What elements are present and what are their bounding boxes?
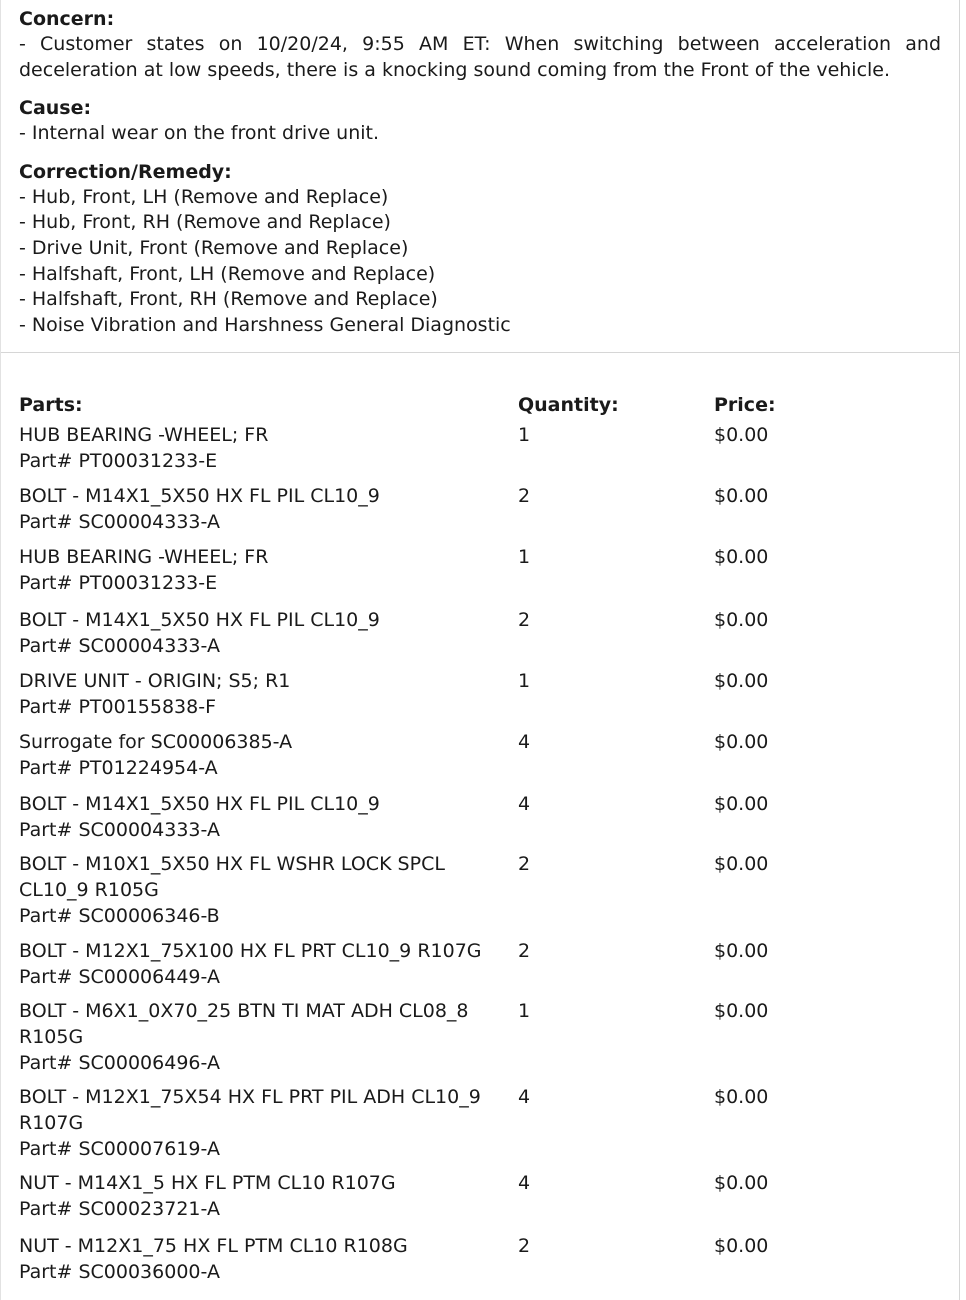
table-row xyxy=(19,544,941,596)
part-name-line: R105G xyxy=(19,1026,84,1049)
part-price: $0.00 xyxy=(714,940,769,963)
table-row xyxy=(19,938,941,990)
part-price: $0.00 xyxy=(714,793,769,816)
part-description xyxy=(19,1233,518,1285)
part-quantity: 1 xyxy=(518,546,531,569)
part-price: $0.00 xyxy=(714,546,769,569)
table-row xyxy=(19,729,941,781)
part-description xyxy=(19,729,518,781)
part-name-line: HUB BEARING -WHEEL; FR xyxy=(19,424,269,447)
correction-item: - Hub, Front, LH (Remove and Replace) xyxy=(19,185,389,208)
part-price: $0.00 xyxy=(714,1235,769,1258)
correction-block xyxy=(19,159,941,339)
parts-column-header: Parts: xyxy=(19,394,83,417)
table-row xyxy=(19,998,941,1076)
part-name-line: BOLT - M12X1_75X100 HX FL PRT CL10_9 R107G xyxy=(19,940,482,963)
part-quantity: 1 xyxy=(518,1000,531,1023)
table-row xyxy=(19,1084,941,1162)
table-row xyxy=(19,1170,941,1222)
part-number: Part# SC00006449-A xyxy=(19,966,220,989)
part-quantity: 2 xyxy=(518,485,531,508)
part-quantity: 2 xyxy=(518,940,531,963)
part-description xyxy=(19,791,518,843)
correction-item: - Halfshaft, Front, LH (Remove and Replace) xyxy=(19,262,436,285)
part-price: $0.00 xyxy=(714,731,769,754)
part-quantity: 2 xyxy=(518,853,531,876)
part-name-line: BOLT - M14X1_5X50 HX FL PIL CL10_9 xyxy=(19,793,380,816)
part-number: Part# SC00023721-A xyxy=(19,1198,220,1221)
part-description xyxy=(19,851,518,929)
part-price: $0.00 xyxy=(714,609,769,632)
concern-text: - Customer states on 10/20/24, 9:55 AM ET: When switching between acceleration and deceleration at low speeds, there is a knocking sound coming from the Front of the vehicle. xyxy=(19,33,941,81)
part-price: $0.00 xyxy=(714,670,769,693)
part-name-line: BOLT - M14X1_5X50 HX FL PIL CL10_9 xyxy=(19,609,380,632)
table-row xyxy=(19,791,941,843)
part-quantity: 4 xyxy=(518,793,531,816)
part-description xyxy=(19,668,518,720)
part-quantity: 4 xyxy=(518,1172,531,1195)
part-number: Part# SC00006346-B xyxy=(19,905,220,928)
part-quantity: 2 xyxy=(518,609,531,632)
part-number: Part# PT00031233-E xyxy=(19,572,218,595)
part-quantity: 4 xyxy=(518,731,531,754)
concern-heading: Concern: xyxy=(19,8,115,30)
part-price: $0.00 xyxy=(714,1000,769,1023)
cause-block xyxy=(19,95,941,147)
part-quantity: 1 xyxy=(518,670,531,693)
table-row xyxy=(19,668,941,720)
part-name-line: BOLT - M10X1_5X50 HX FL WSHR LOCK SPCL xyxy=(19,853,445,876)
correction-item: - Halfshaft, Front, RH (Remove and Replace) xyxy=(19,288,438,311)
part-description xyxy=(19,544,518,596)
parts-table-body xyxy=(19,422,941,1285)
part-price: $0.00 xyxy=(714,424,769,447)
part-description xyxy=(19,607,518,659)
summary-section xyxy=(1,0,959,338)
concern-block xyxy=(19,6,941,83)
part-number: Part# SC00006496-A xyxy=(19,1052,220,1075)
part-name-line: CL10_9 R105G xyxy=(19,879,159,902)
part-name-line: DRIVE UNIT - ORIGIN; S5; R1 xyxy=(19,670,291,693)
part-description xyxy=(19,938,518,990)
table-row xyxy=(19,1233,941,1285)
part-name-line: NUT - M14X1_5 HX FL PTM CL10 R107G xyxy=(19,1172,396,1195)
cause-text: - Internal wear on the front drive unit. xyxy=(19,122,380,145)
table-row xyxy=(19,851,941,929)
correction-item: - Noise Vibration and Harshness General Diagnostic xyxy=(19,313,511,336)
part-name-line: BOLT - M6X1_0X70_25 BTN TI MAT ADH CL08_8 xyxy=(19,1000,469,1023)
part-name-line: HUB BEARING -WHEEL; FR xyxy=(19,546,269,569)
part-price: $0.00 xyxy=(714,1172,769,1195)
part-number: Part# PT00031233-E xyxy=(19,450,218,473)
price-column-header: Price: xyxy=(714,394,776,417)
part-number: Part# SC00004333-A xyxy=(19,511,220,534)
part-price: $0.00 xyxy=(714,485,769,508)
part-name-line: BOLT - M12X1_75X54 HX FL PRT PIL ADH CL10_9 xyxy=(19,1086,481,1109)
correction-heading: Correction/Remedy: xyxy=(19,160,232,183)
section-divider xyxy=(1,352,959,353)
part-name-line: Surrogate for SC00006385-A xyxy=(19,731,293,754)
part-quantity: 1 xyxy=(518,424,531,447)
cause-heading: Cause: xyxy=(19,97,92,120)
part-quantity: 4 xyxy=(518,1086,531,1109)
part-description xyxy=(19,1084,518,1162)
part-number: Part# SC00007619-A xyxy=(19,1138,220,1161)
part-number: Part# PT00155838-F xyxy=(19,696,217,719)
part-description xyxy=(19,483,518,535)
correction-item: - Drive Unit, Front (Remove and Replace) xyxy=(19,236,409,259)
table-row xyxy=(19,607,941,659)
part-name-line: BOLT - M14X1_5X50 HX FL PIL CL10_9 xyxy=(19,485,380,508)
parts-section xyxy=(1,382,959,1285)
part-price: $0.00 xyxy=(714,853,769,876)
part-name-line: R107G xyxy=(19,1112,84,1135)
parts-table-header xyxy=(19,382,941,416)
table-row xyxy=(19,422,941,474)
part-number: Part# SC00004333-A xyxy=(19,635,220,658)
correction-item: - Hub, Front, RH (Remove and Replace) xyxy=(19,211,391,234)
part-number: Part# PT01224954-A xyxy=(19,757,218,780)
part-price: $0.00 xyxy=(714,1086,769,1109)
quantity-column-header: Quantity: xyxy=(518,394,619,417)
table-row xyxy=(19,483,941,535)
correction-list xyxy=(19,185,941,339)
part-description xyxy=(19,422,518,474)
part-description xyxy=(19,998,518,1076)
part-name-line: NUT - M12X1_75 HX FL PTM CL10 R108G xyxy=(19,1235,408,1258)
part-quantity: 2 xyxy=(518,1235,531,1258)
part-description xyxy=(19,1170,518,1222)
part-number: Part# SC00036000-A xyxy=(19,1261,220,1284)
part-number: Part# SC00004333-A xyxy=(19,819,220,842)
